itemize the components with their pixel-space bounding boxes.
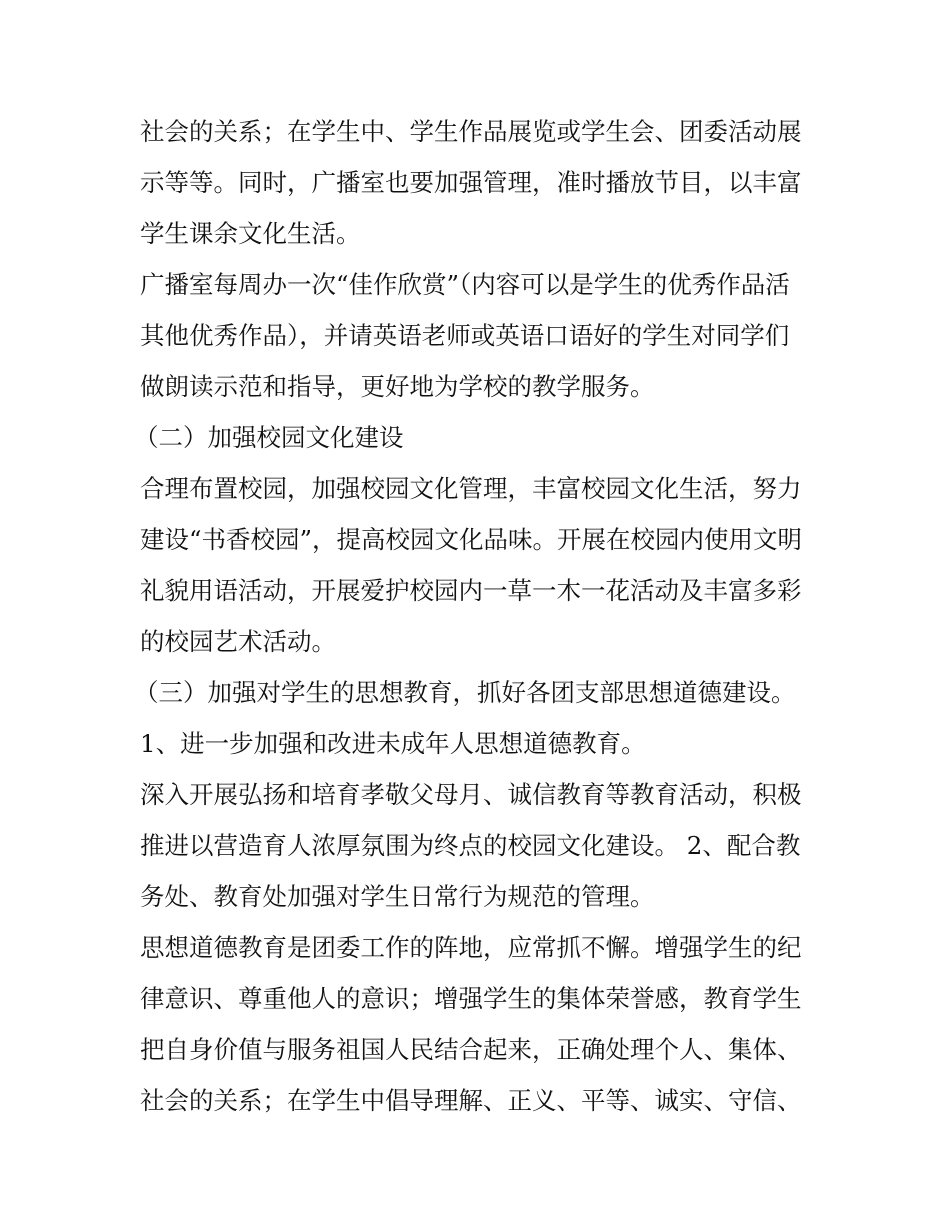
section-heading: （二）加强校园文化建设 [134, 423, 404, 452]
text-line: 务处、教育处加强对学生日常行为规范的管理。 [140, 882, 655, 911]
document-page [134, 106, 820, 1126]
text-line: 建设“书香校园”，提高校园文化品味。开展在校园内使用文明 [140, 525, 803, 554]
text-line: 做朗读示范和指导，更好地为学校的教学服务。 [140, 372, 655, 401]
numbered-item: 1、进一步加强和改进未成年人思想道德教育。 [140, 729, 646, 758]
text-line: 律意识、尊重他人的意识；增强学生的集体荣誉感，教育学生 [140, 984, 802, 1013]
text-line: 思想道德教育是团委工作的阵地，应常抓不懈。增强学生的纪 [140, 933, 802, 962]
text-line: 社会的关系；在学生中倡导理解、正义、平等、诚实、守信、 [140, 1086, 802, 1115]
text-line: 社会的关系；在学生中、学生作品展览或学生会、团委活动展 [140, 117, 802, 146]
text-line: 示等等。同时，广播室也要加强管理，准时播放节目，以丰富 [140, 168, 802, 197]
text-line: 其他优秀作品），并请英语老师或英语口语好的学生对同学们 [140, 321, 790, 350]
text-line: 广播室每周办一次“佳作欣赏”（内容可以是学生的优秀作品活 [140, 270, 790, 299]
text-line: 礼貌用语活动，开展爱护校园内一草一木一花活动及丰富多彩 [140, 576, 802, 605]
text-line: 的校园艺术活动。 [140, 627, 336, 656]
text-line: 推进以营造育人浓厚氛围为终点的校园文化建设。 2、配合教 [140, 831, 801, 860]
section-heading: （三）加强对学生的思想教育，抓好各团支部思想道德建设。 [134, 678, 796, 707]
text-line: 学生课余文化生活。 [140, 219, 361, 248]
text-line: 深入开展弘扬和培育孝敬父母月、诚信教育等教育活动，积极 [140, 780, 802, 809]
text-line: 合理布置校园，加强校园文化管理，丰富校园文化生活，努力 [140, 474, 802, 503]
text-line: 把自身价值与服务祖国人民结合起来，正确处理个人、集体、 [140, 1035, 802, 1064]
